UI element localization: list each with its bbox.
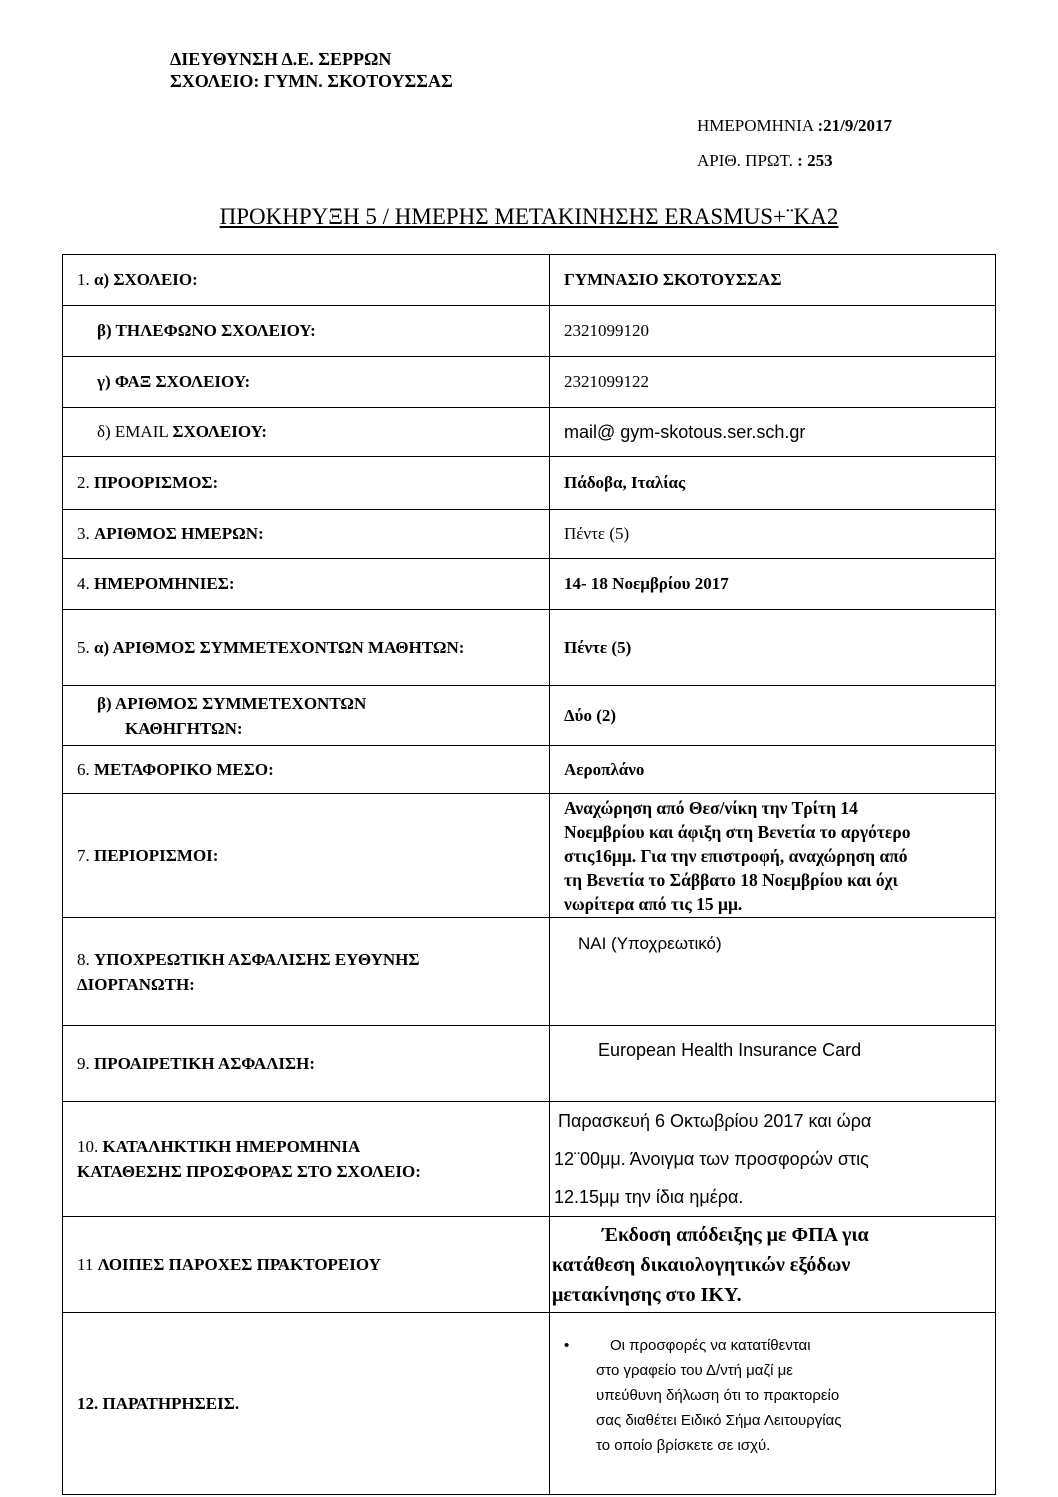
- transport-value: Αεροπλάνο: [550, 746, 996, 794]
- school-name-header: ΣΧΟΛΕΙΟ: ΓΥΜΝ. ΣΚΟΤΟΥΣΣΑΣ: [170, 71, 453, 91]
- row-label: 2. ΠΡΟΟΡΙΣΜΟΣ:: [63, 457, 550, 510]
- date-line: [697, 116, 892, 136]
- table-row: [63, 306, 996, 357]
- deadline-value: Παρασκευή 6 Οκτωβρίου 2017 και ώρα 12¨00μμ. Άνοιγμα των προσφορών στις 12.15μμ την ίδια ημέρα.: [550, 1102, 996, 1217]
- date-label: ΗΜΕΡΟΜΗΝΙΑ: [697, 116, 818, 135]
- table-row: [63, 357, 996, 408]
- protocol-line: [697, 151, 833, 171]
- row-label: 12. ΠΑΡΑΤΗΡΗΣΕΙΣ.: [63, 1313, 550, 1495]
- teachers-value: Δύο (2): [550, 686, 996, 746]
- table-row: [63, 1102, 996, 1217]
- trip-details-table: [62, 254, 996, 1495]
- school-value: ΓΥΜΝΑΣΙΟ ΣΚΟΤΟΥΣΣΑΣ: [550, 255, 996, 306]
- dates-value: 14- 18 Νοεμβρίου 2017: [550, 559, 996, 610]
- table-row: [63, 408, 996, 457]
- row-label: 4. ΗΜΕΡΟΜΗΝΙΕΣ:: [63, 559, 550, 610]
- bullet-icon: •: [564, 1337, 570, 1354]
- date-value: :21/9/2017: [817, 116, 893, 135]
- days-value: Πέντε (5): [550, 510, 996, 559]
- remarks-value: • Οι προσφορές να κατατίθενται στο γραφείο του Δ/ντή μαζί με υπεύθυνη δήλωση ότι το πρακτορείο σας διαθέτει Ειδικό Σήμα Λειτουργίας το οποίο βρίσκετε σε ισχύ.: [550, 1313, 996, 1495]
- row-label: 9. ΠΡΟΑΙΡΕΤΙΚΗ ΑΣΦΑΛΙΣΗ:: [63, 1026, 550, 1102]
- row-label: β) ΤΗΛΕΦΩΝΟ ΣΧΟΛΕΙΟΥ:: [63, 306, 550, 357]
- other-services-value: Έκδοση απόδειξης με ΦΠΑ για κατάθεση δικαιολογητικών εξόδων μετακίνησης στο ΙΚΥ.: [550, 1217, 996, 1313]
- protocol-label: ΑΡΙΘ. ΠΡΩΤ.: [697, 151, 798, 170]
- row-label: 1. α) ΣΧΟΛΕΙΟ:: [63, 255, 550, 306]
- row-label: 10. ΚΑΤΑΛΗΚΤΙΚΗ ΗΜΕΡΟΜΗΝΙΑ ΚΑΤΑΘΕΣΗΣ ΠΡΟΣΦΟΡΑΣ ΣΤΟ ΣΧΟΛΕΙΟ:: [63, 1102, 550, 1217]
- row-label: 3. ΑΡΙΘΜΟΣ ΗΜΕΡΩΝ:: [63, 510, 550, 559]
- insurance-value: ΝΑΙ (Υποχρεωτικό): [550, 918, 996, 1026]
- optional-insurance-value: European Health Insurance Card: [550, 1026, 996, 1102]
- table-row: [63, 918, 996, 1026]
- restrictions-value: Αναχώρηση από Θεσ/νίκη την Τρίτη 14 Νοεμβρίου και άφιξη στη Βενετία το αργότερο στις16μμ. Για την επιστροφή, αναχώρηση από τη Βενετία το Σάββατο 18 Νοεμβρίου και όχι νωρίτερα από τις 15 μμ.: [550, 794, 996, 918]
- destination-value: Πάδοβα, Ιταλίας: [550, 457, 996, 510]
- table-row: [63, 1313, 996, 1495]
- document-header: [170, 48, 453, 92]
- fax-value: 2321099122: [550, 357, 996, 408]
- table-row: [63, 1217, 996, 1313]
- table-row: [63, 510, 996, 559]
- table-row: [63, 746, 996, 794]
- table-row: [63, 457, 996, 510]
- row-label: 11 ΛΟΙΠΕΣ ΠΑΡΟΧΕΣ ΠΡΑΚΤΟΡΕΙΟΥ: [63, 1217, 550, 1313]
- row-label: 6. ΜΕΤΑΦΟΡΙΚΟ ΜΕΣΟ:: [63, 746, 550, 794]
- row-label: δ) EMAIL ΣΧΟΛΕΙΟΥ:: [63, 408, 550, 457]
- table-row: [63, 610, 996, 686]
- table-row: [63, 255, 996, 306]
- row-label: γ) ΦΑΞ ΣΧΟΛΕΙΟΥ:: [63, 357, 550, 408]
- row-label: 8. ΥΠΟΧΡΕΩΤΙΚΗ ΑΣΦΑΛΙΣΗΣ ΕΥΘΥΝΗΣ ΔΙΟΡΓΑΝΩΤΗ:: [63, 918, 550, 1026]
- protocol-value: : 253: [797, 151, 833, 170]
- students-value: Πέντε (5): [550, 610, 996, 686]
- directorate-name: ΔΙΕΥΘΥΝΣΗ Δ.Ε. ΣΕΡΡΩΝ: [170, 49, 392, 69]
- row-label: 5. α) ΑΡΙΘΜΟΣ ΣΥΜΜΕΤΕΧΟΝΤΩΝ ΜΑΘΗΤΩΝ:: [63, 610, 550, 686]
- table-row: [63, 686, 996, 746]
- table-row: [63, 559, 996, 610]
- row-label: 7. ΠΕΡΙΟΡΙΣΜΟΙ:: [63, 794, 550, 918]
- table-row: [63, 794, 996, 918]
- phone-value: 2321099120: [550, 306, 996, 357]
- table-row: [63, 1026, 996, 1102]
- email-value: mail@ gym-skotous.ser.sch.gr: [550, 408, 996, 457]
- document-title: ΠΡΟΚΗΡΥΞΗ 5 / ΗΜΕΡΗΣ ΜΕΤΑΚΙΝΗΣΗΣ ERASMUS+¨ΚΑ2: [219, 204, 839, 229]
- row-label: β) ΑΡΙΘΜΟΣ ΣΥΜΜΕΤΕΧΟΝΤΩΝ ΚΑΘΗΓΗΤΩΝ:: [63, 686, 550, 746]
